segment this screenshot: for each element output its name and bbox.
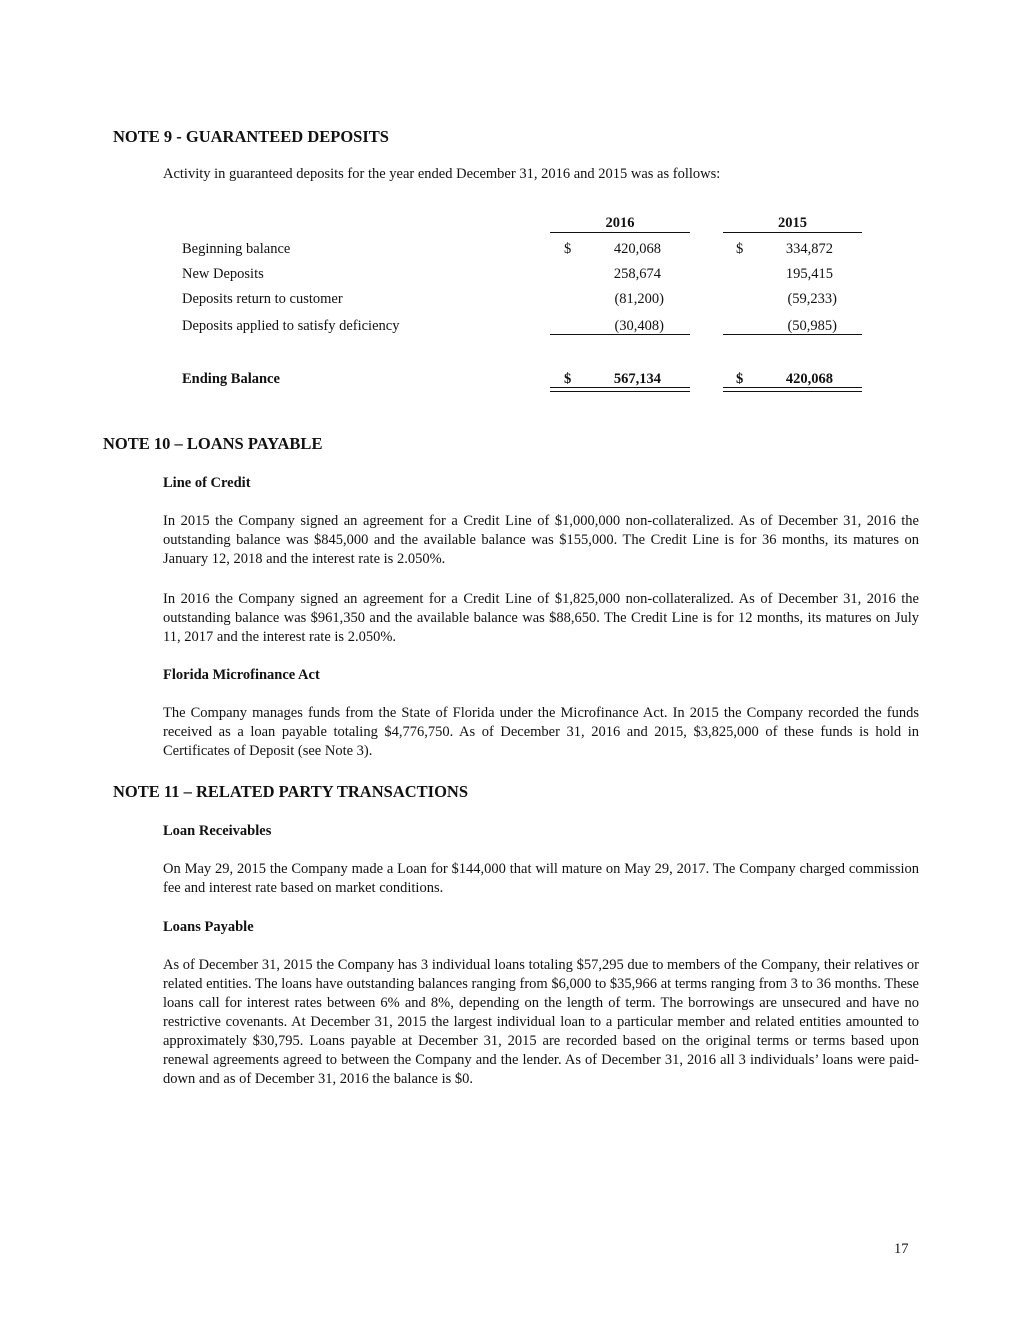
column-header-2016: 2016 [605, 215, 635, 231]
total-label: Ending Balance [182, 371, 280, 387]
value-2015: 195,415 [785, 266, 833, 282]
total-2015: 420,068 [785, 371, 833, 387]
header-underline-2016 [550, 232, 690, 233]
microfinance-title: Florida Microfinance Act [163, 667, 320, 683]
row-label: New Deposits [182, 266, 264, 282]
microfinance-paragraph: The Company manages funds from the State of Florida under the Microfinance Act. In 2015 the Company recorded the funds received as a loan payable totaling $4,776,750. As of December 31, 2016 and 2015, $3,825,000 of these funds is hold in Certificates of Deposit (see Note 3). [163, 705, 919, 759]
line-of-credit-paragraph-2: In 2016 the Company signed an agreement for a Credit Line of $1,825,000 non-collateralized. As of December 31, 2016 the outstanding balance was $961,350 and the available balance was $88,650. The Credit Line is for 12 months, its matures on July 11, 2017 and the interest rate is 2.050%. [163, 591, 919, 645]
note11-heading: NOTE 11 – RELATED PARTY TRANSACTIONS [113, 782, 468, 801]
header-underline-2015 [723, 232, 862, 233]
loan-receivables-title: Loan Receivables [163, 823, 272, 839]
row-label: Deposits return to customer [182, 291, 343, 307]
note9-heading: NOTE 9 - GUARANTEED DEPOSITS [113, 127, 389, 146]
subtotal-line-2015 [723, 334, 862, 335]
value-2016: (81,200) [614, 291, 664, 307]
row-label: Beginning balance [182, 241, 291, 257]
note9-intro: Activity in guaranteed deposits for the year ended December 31, 2016 and 2015 was as follows: [163, 166, 721, 182]
value-2016: 420,068 [613, 241, 661, 257]
currency-symbol: $ [564, 241, 572, 257]
value-2015: (50,985) [787, 318, 837, 334]
subtotal-line-2016 [550, 334, 690, 335]
line-of-credit-paragraph-1: In 2015 the Company signed an agreement for a Credit Line of $1,000,000 non-collateralized. As of December 31, 2016 the outstanding balance was $845,000 and the available balance was $155,000. The Credit Line is for 36 months, its matures on January 12, 2018 and the interest rate is 2.050%. [163, 513, 919, 567]
total-2016: 567,134 [613, 371, 661, 387]
value-2016: (30,408) [614, 318, 664, 334]
total-double-line-2016 [550, 387, 690, 388]
currency-symbol: $ [564, 371, 572, 387]
currency-symbol: $ [736, 241, 744, 257]
value-2015: (59,233) [787, 291, 837, 307]
loan-receivables-paragraph: On May 29, 2015 the Company made a Loan for $144,000 that will mature on May 29, 2017. The Company charged commission fee and interest rate based on market conditions. [163, 861, 919, 896]
currency-symbol: $ [736, 371, 744, 387]
total-double-line-2015 [723, 387, 862, 388]
column-header-2015: 2015 [778, 215, 807, 231]
row-label: Deposits applied to satisfy deficiency [182, 318, 400, 334]
page-number: 17 [894, 1241, 909, 1257]
line-of-credit-title: Line of Credit [163, 475, 251, 491]
note10-heading: NOTE 10 – LOANS PAYABLE [103, 434, 323, 453]
loans-payable-paragraph: As of December 31, 2015 the Company has 3 individual loans totaling $57,295 due to members of the Company, their relatives or related entities. The loans have outstanding balances ranging from $6,000 to $35,966 at terms ranging from 3 to 36 months. These loans call for interest rates between 6% and 8%, depending on the length of term. The borrowings are unsecured and have no restrictive covenants. At December 31, 2015 the largest individual loan to a particular member and related entities amounted to approximately $30,795. Loans payable at December 31, 2015 are recorded based on the original terms or terms based upon renewal agreements agreed to between the Company and the lender. As of December 31, 2016 all 3 individuals’ loans were paid-down and as of December 31, 2016 the balance is $0. [163, 957, 919, 1087]
value-2015: 334,872 [785, 241, 833, 257]
loans-payable-title: Loans Payable [163, 919, 254, 935]
total-double-line-2015 [723, 391, 862, 392]
total-double-line-2016 [550, 391, 690, 392]
value-2016: 258,674 [613, 266, 661, 282]
